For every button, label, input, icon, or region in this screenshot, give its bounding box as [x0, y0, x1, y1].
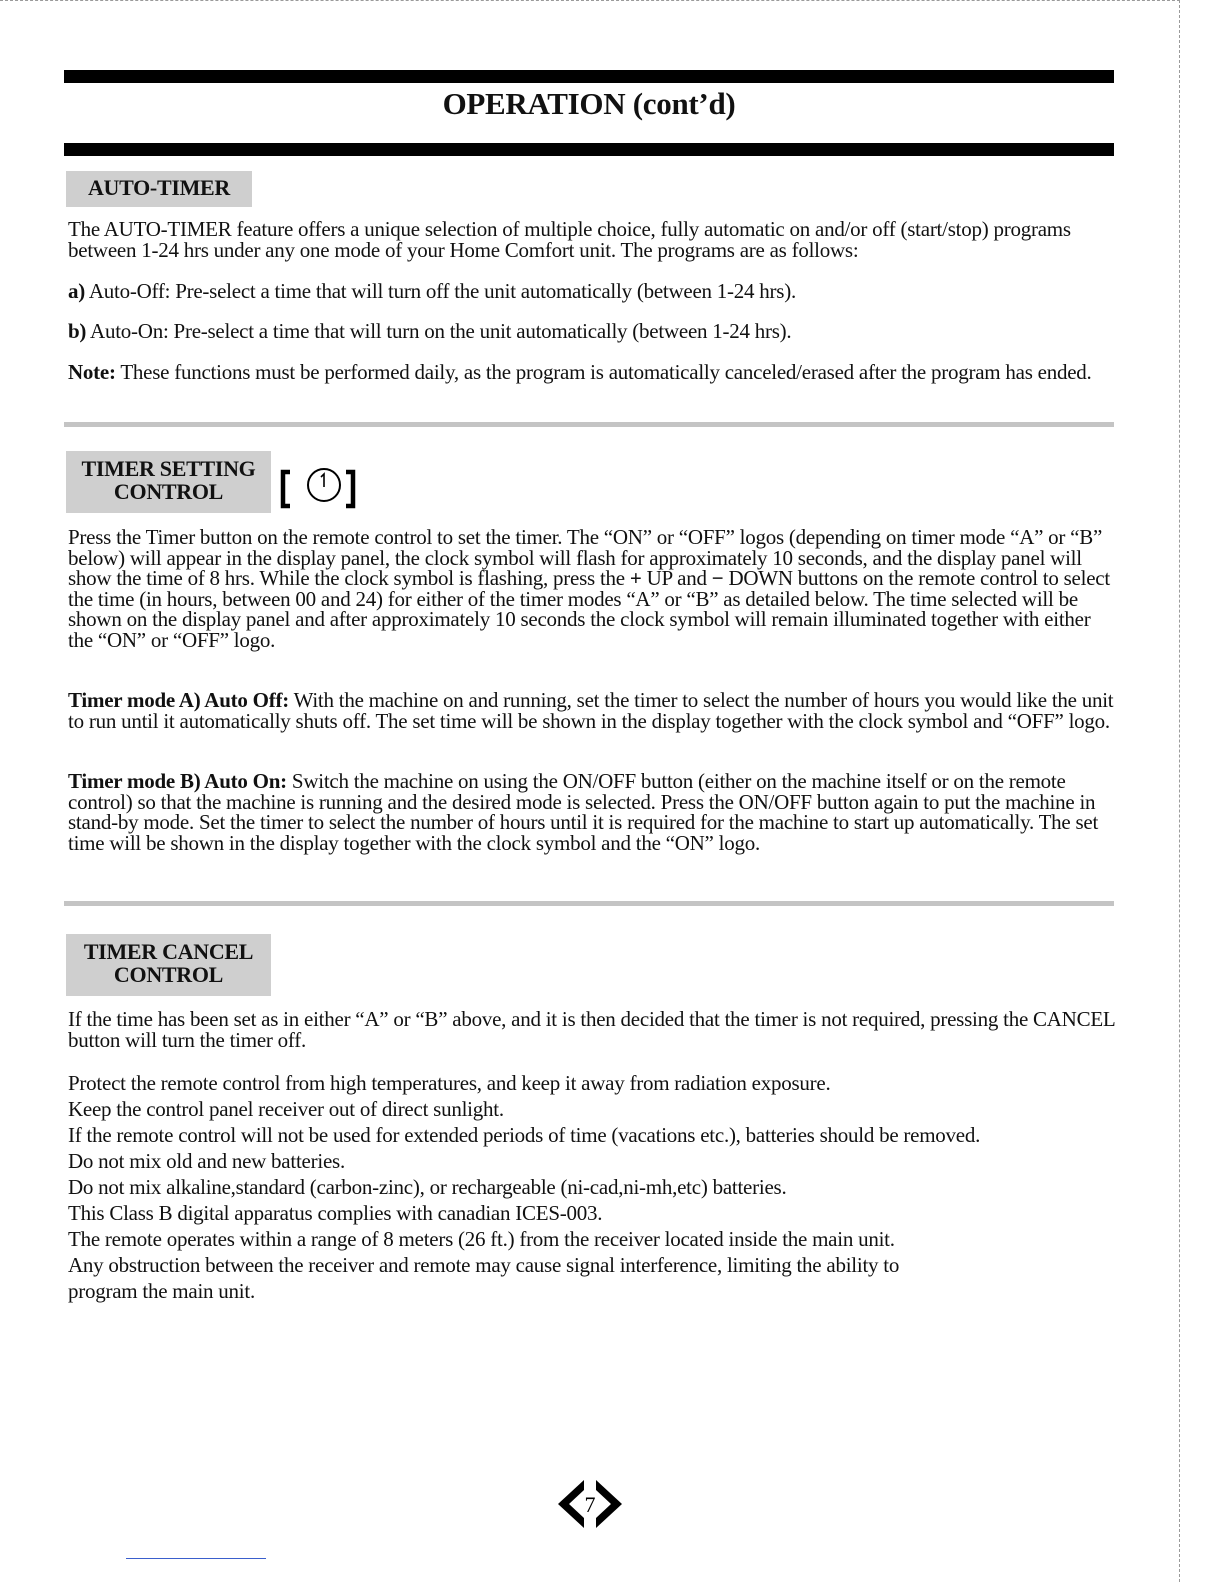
- auto-off-item: [68, 281, 1118, 302]
- timer-mode-a: [68, 690, 1118, 731]
- note-prefix: Note:: [68, 360, 116, 384]
- timer-cancel-text: If the time has been set as in either “A” or “B” above, and it is then decided that the timer is not required, pressing the CANCEL button will turn the timer off.: [68, 1007, 1115, 1052]
- top-rule: [64, 70, 1114, 83]
- plus-sign: +: [629, 566, 642, 590]
- timer-cancel-label-line2: CONTROL: [113, 962, 224, 987]
- page-title: OPERATION (cont’d): [442, 86, 736, 121]
- timer-mode-a-prefix: Timer mode A) Auto Off:: [68, 688, 289, 712]
- timer-mode-b-prefix: Timer mode B) Auto On:: [68, 769, 287, 793]
- remote-control-notes: [68, 1070, 980, 1304]
- clock-icon: [280, 463, 364, 511]
- auto-timer-note: [68, 362, 1118, 383]
- section-divider: [64, 901, 1114, 906]
- minus-sign: −: [711, 566, 724, 590]
- note-line: The remote operates within a range of 8 meters (26 ft.) from the receiver located inside the main unit.: [68, 1227, 895, 1251]
- timer-mode-a-text: With the machine on and running, set the timer to select the number of hours you would like the unit to run until it automatically shuts off. The set time will be shown in the display together with the clock symbol and “OFF” logo.: [68, 688, 1114, 733]
- auto-off-prefix: a): [68, 279, 85, 303]
- note-line: This Class B digital apparatus complies with canadian ICES-003.: [68, 1201, 603, 1225]
- bottom-link-line: [126, 1558, 266, 1559]
- note-line: Do not mix old and new batteries.: [68, 1149, 345, 1173]
- section-divider: [64, 422, 1114, 427]
- auto-on-text: Auto-On: Pre-select a time that will turn on the unit automatically (between 1-24 hrs).: [86, 319, 792, 343]
- timer-setting-instructions: [68, 527, 1118, 650]
- timer-cancel-label-line1: TIMER CANCEL: [83, 939, 254, 964]
- note-line: Do not mix alkaline,standard (carbon-zinc), or rechargeable (ni-cad,ni-mh,etc) batteries.: [68, 1175, 787, 1199]
- auto-on-prefix: b): [68, 319, 87, 343]
- timer-setting-text-2: UP and: [641, 566, 712, 590]
- timer-mode-b-text: Switch the machine on using the ON/OFF button (either on the machine itself or on the remote control) so that the machine is running and the desired mode is selected. Press the ON/OFF button again to put the machine in stand-by mode. Set the timer to select the number of hours until it is required for the machine to start up automatically. The set time will be shown in the display together with the clock symbol and the “ON” logo.: [68, 769, 1099, 855]
- timer-setting-label-line2: CONTROL: [113, 479, 224, 504]
- timer-setting-text-3: DOWN buttons on the remote control to select the time (in hours, between 00 and 24) for either of the timer modes “A” or “B” as detailed below. The time selected will be shown on the display panel and after approximately 10 seconds the clock symbol will remain illuminated together with either the “ON” or “OFF” logo.: [68, 566, 1110, 652]
- page-number-emblem: [552, 1476, 628, 1532]
- auto-timer-label: AUTO-TIMER: [66, 171, 252, 207]
- auto-on-item: [68, 321, 1118, 342]
- note-line: Any obstruction between the receiver and remote may cause signal interference, limiting the ability to: [68, 1253, 900, 1277]
- note-line: If the remote control will not be used for extended periods of time (vacations etc.), batteries should be removed.: [68, 1123, 981, 1147]
- page-number: 7: [584, 1492, 596, 1517]
- note-line: Keep the control panel receiver out of direct sunlight.: [68, 1097, 504, 1121]
- timer-cancel-label: [66, 934, 271, 996]
- auto-timer-intro: The AUTO-TIMER feature offers a unique selection of multiple choice, fully automatic on and/or off (start/stop) programs between 1-24 hrs under any one mode of your Home Comfort unit. The programs are as follows:: [68, 217, 1071, 262]
- title-underline-rule: [64, 143, 1114, 156]
- timer-setting-label: [66, 451, 271, 513]
- note-line: Protect the remote control from high temperatures, and keep it away from radiation exposure.: [68, 1071, 831, 1095]
- timer-mode-b: [68, 771, 1118, 853]
- auto-off-text: Auto-Off: Pre-select a time that will turn off the unit automatically (between 1-24 hrs).: [85, 279, 796, 303]
- note-text: These functions must be performed daily, as the program is automatically canceled/erased after the program has ended.: [115, 360, 1092, 384]
- timer-setting-label-line1: TIMER SETTING: [81, 456, 256, 481]
- timer-setting-text-1: Press the Timer button on the remote control to set the timer. The “ON” or “OFF” logos (depending on timer mode “A” or “B” below) will appear in the display panel, the clock symbol will flash for approximately 10 seconds, and the display panel will show the time of 8 hrs. While the clock symbol is flashing, press the: [68, 525, 1103, 590]
- note-line: program the main unit.: [68, 1279, 255, 1303]
